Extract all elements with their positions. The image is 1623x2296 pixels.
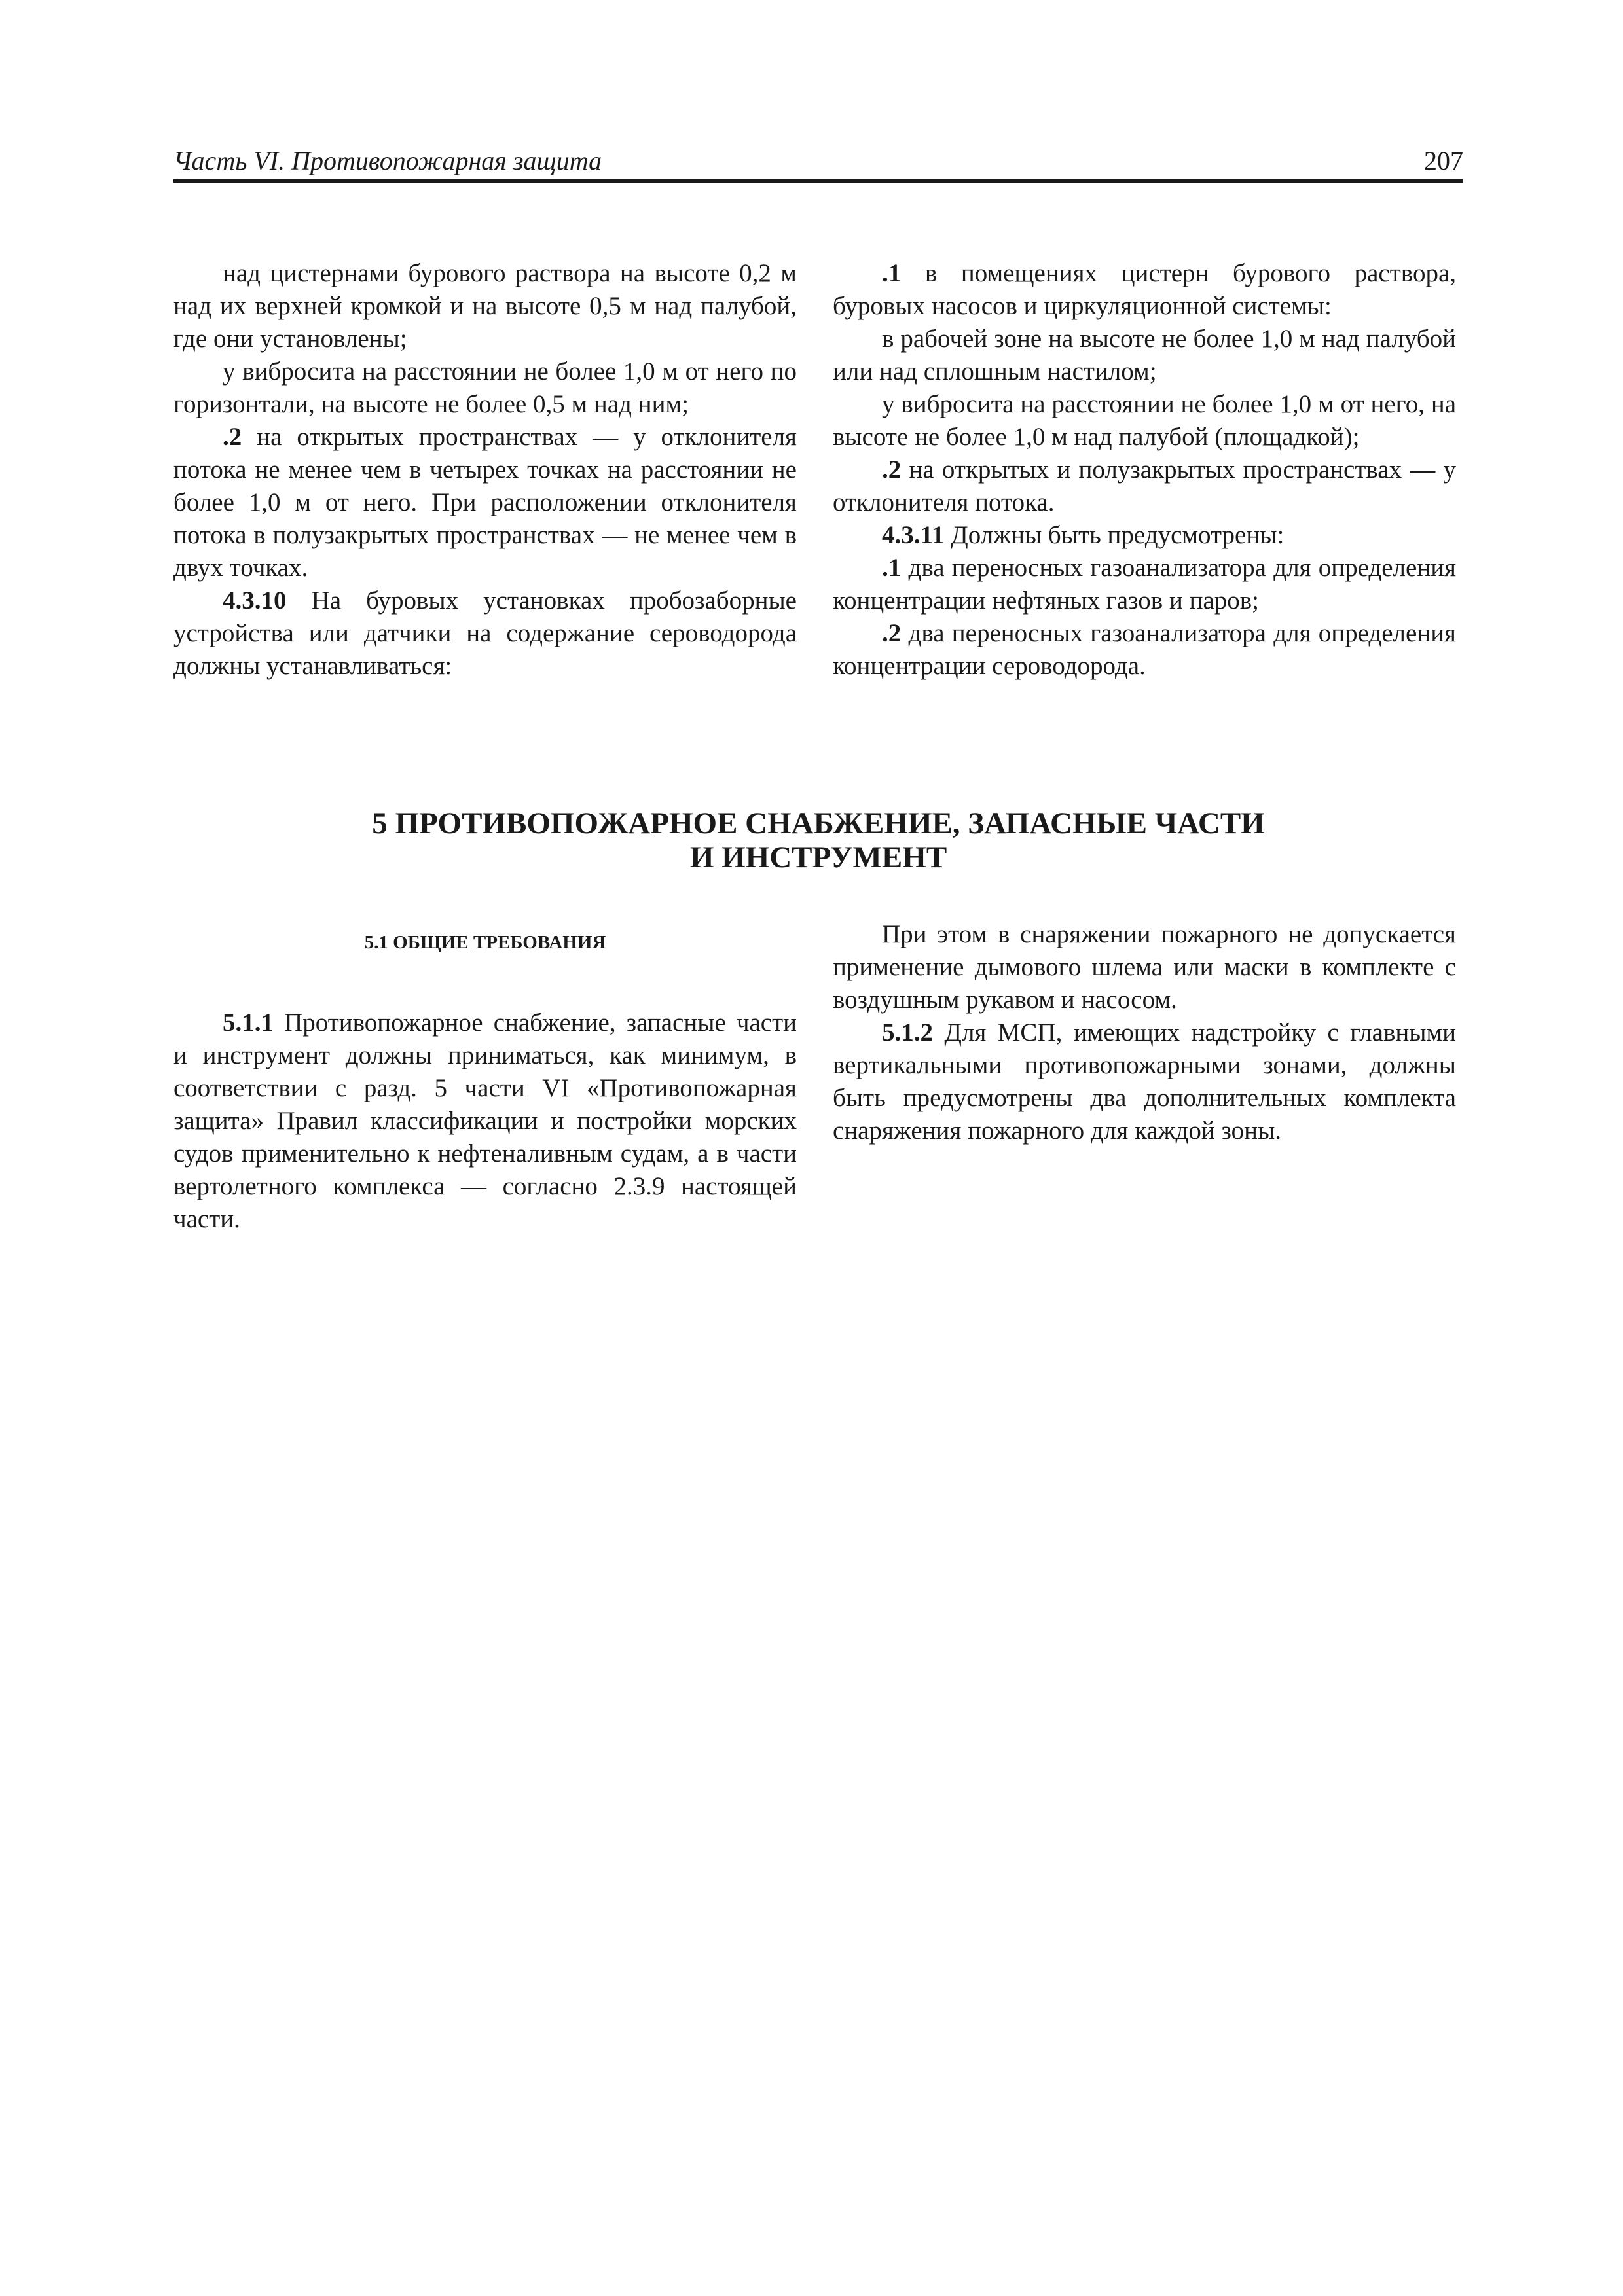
paragraph: у вибросита на расстоянии не более 1,0 м от него по горизонтали, на высоте не более 0,5 м над ним; bbox=[173, 357, 797, 418]
paragraph: 4.3.10 На буровых установках пробозаборные устройства или датчики на содержание сероводорода должны устанавливаться: bbox=[173, 586, 797, 680]
paragraph: у вибросита на расстоянии не более 1,0 м от него, на высоте не более 1,0 м над палубой (площадкой); bbox=[833, 390, 1456, 451]
section-heading-line-2: И ИНСТРУМЕНТ bbox=[689, 840, 947, 874]
paragraph: .1 в помещениях цистерн бурового раствора, буровых насосов и циркуляционной системы: bbox=[833, 259, 1456, 320]
paragraph: над цистернами бурового раствора на высоте 0,2 м над их верхней кромкой и на высоте 0,5 м над палубой, где они установлены; bbox=[173, 259, 797, 353]
paragraph: .2 на открытых и полузакрытых пространствах — у отклонителя потока. bbox=[833, 456, 1456, 516]
paragraph: .1 два переносных газоанализатора для определения концентрации нефтяных газов и паров; bbox=[833, 554, 1456, 615]
paragraph: 5.1.1 Противопожарное снабжение, запасные части и инструмент должны приниматься, как минимум, в соответствии с разд. 5 части VI «Противопожарная защита» Правил классификации и постройки морских судов применительно к нефтеналивным судам, а в части вертолетного комплекса — согласно 2.3.9 настоящей части. bbox=[173, 1009, 797, 1233]
running-head-title: Часть VI. Противопожарная защита bbox=[173, 146, 602, 175]
page-number: 207 bbox=[1424, 146, 1463, 175]
paragraph: При этом в снаряжении пожарного не допускается применение дымового шлема или маски в комплекте с воздушным рукавом и насосом. bbox=[833, 920, 1456, 1014]
running-head bbox=[173, 143, 1463, 183]
bottom-right-column bbox=[833, 918, 1456, 1147]
bottom-left-column bbox=[173, 1007, 797, 1236]
top-left-column bbox=[173, 257, 797, 683]
top-right-column bbox=[833, 257, 1456, 683]
paragraph: .2 на открытых пространствах — у отклонителя потока не менее чем в четырех точках на расстоянии не более 1,0 м от него. При расположении отклонителя потока в полузакрытых пространствах — не менее чем в двух точках. bbox=[173, 423, 797, 582]
section-heading-line-1: 5 ПРОТИВОПОЖАРНОЕ СНАБЖЕНИЕ, ЗАПАСНЫЕ ЧАСТИ bbox=[372, 806, 1265, 840]
paragraph: 5.1.2 Для МСП, имеющих надстройку с главными вертикальными противопожарными зонами, должны быть предусмотрены два дополнительных комплекта снаряжения пожарного для каждой зоны. bbox=[833, 1018, 1456, 1145]
paragraph: 4.3.11 Должны быть предусмотрены: bbox=[882, 521, 1285, 549]
section-heading bbox=[173, 806, 1463, 874]
paragraph: .2 два переносных газоанализатора для определения концентрации сероводорода. bbox=[833, 619, 1456, 680]
subsection-heading: 5.1 ОБЩИЕ ТРЕБОВАНИЯ bbox=[364, 932, 606, 953]
paragraph: в рабочей зоне на высоте не более 1,0 м над палубой или над сплошным настилом; bbox=[833, 325, 1456, 386]
